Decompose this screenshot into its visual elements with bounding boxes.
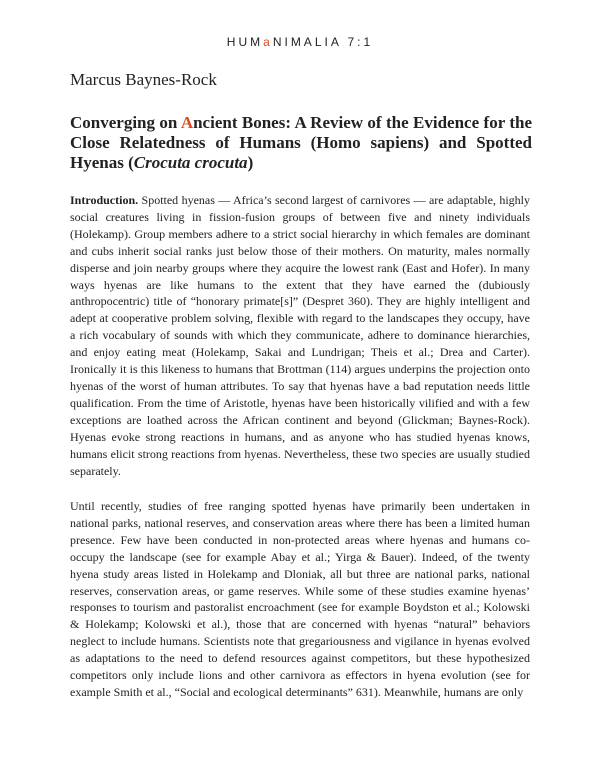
- title-species-name: Crocuta crocuta: [133, 153, 248, 172]
- paragraph-second: [70, 498, 530, 701]
- journal-name-suffix: NIMALIA 7:1: [272, 35, 374, 49]
- journal-name-prefix: HUM: [226, 35, 264, 49]
- journal-header: [0, 35, 600, 49]
- section-lead-introduction: Introduction.: [70, 193, 139, 207]
- journal-name-accent: a: [263, 35, 273, 49]
- paragraph-text: Spotted hyenas — Africa’s second largest of carnivores — are adaptable, highly social creatures living in fission-fusion groups of between five and ninety individuals (Holekamp). Group members adhere to a strict social hierarchy in which females are dominant and cubs inherit social ranks just below those of their mothers. On maturity, males normally disperse and join nearby groups where they acquire the lowest rank (East and Hofer). In many ways hyenas are like humans to the extent that they have earned the (dubiously anthropocentric) title of “honorary primate[s]” (Despret 360). They are highly intelligent and adept at cooperative problem solving, flexible with regard to the landscapes they occupy, have a rich vocabulary of sounds with which they communicate, adhere to dominance hierarchies, and enjoy eating meat (Holekamp, Sakai and Lundrigan; Theis et al.; Drea and Carter). Ironically it is this likeness to humans that Brottman (114) argues underpins the projection onto hyenas of the worst of human attributes. To say that hyenas have a bad reputation needs little qualification. From the time of Aristotle, hyenas have been historically vilified and with a few exceptions are loathed across the African continent and beyond (Glickman; Baynes-Rock). Hyenas evoke strong reactions in humans, and as anyone who has studied hyenas knows, humans elicit strong reactions from hyenas. Nevertheless, these two species are usually studied separately.: [70, 193, 530, 478]
- title-part-2: ncient Bones: A Review of the Evidence for the Close Relatedness of Humans (Homo sapiens) and Spotted Hyenas (: [70, 113, 532, 172]
- title-part-3: ): [247, 153, 254, 172]
- title-accent-letter: A: [180, 113, 194, 132]
- article-title: [70, 113, 532, 173]
- title-part-1: Converging on: [70, 113, 181, 132]
- author-name: Marcus Baynes-Rock: [70, 70, 217, 89]
- paragraph-introduction: [70, 192, 530, 479]
- paragraph-text: Until recently, studies of free ranging spotted hyenas have primarily been undertaken in national parks, national reserves, and conservation areas where there has been a limited human presence. Few have been conducted in non-protected areas where hyenas and humans co-occupy the landscape (see for example Abay et al.; Yirga & Bauer). Indeed, of the twenty hyena study areas listed in Holekamp and Dloniak, all but three are national parks, national reserves, conservation areas, or game reserves. While some of these studies examine hyenas’ responses to tourism and pastoralist encroachment (see for example Boydston et al.; Kolowski & Holekamp; Kolowski et al.), those that are concerned with hyenas “natural” behaviors neglect to include humans. Scientists note that gregariousness and vigilance in hyenas evolved as adaptations to the need to defend resources against competitors, but these hypothesized competitors only include lions and other carnivora as effectors in hyena evolution (see for example Smith et al., “Social and ecological determinants” 631). Meanwhile, humans are only: [70, 499, 530, 699]
